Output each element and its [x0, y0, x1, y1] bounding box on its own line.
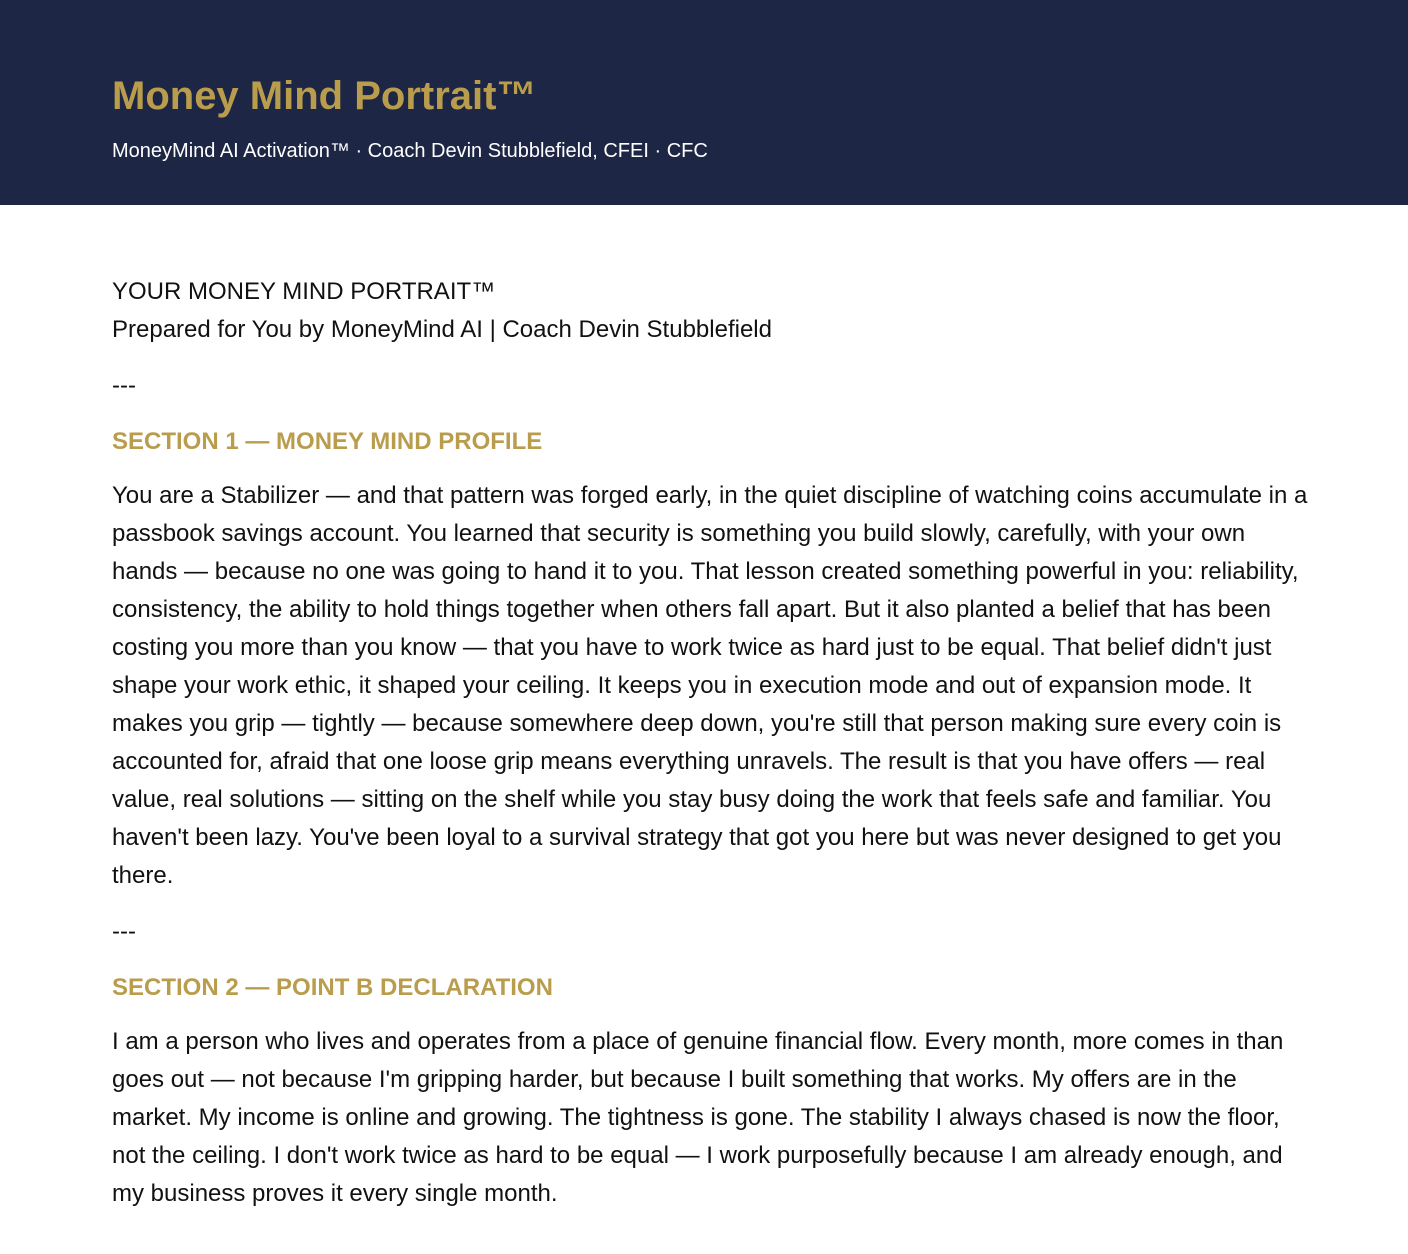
section-2-heading: SECTION 2 — POINT B DECLARATION: [112, 974, 553, 1001]
document-prepared-for: Prepared for You by MoneyMind AI | Coach Devin Stubblefield: [112, 316, 772, 343]
divider: ---: [112, 918, 136, 945]
divider: ---: [112, 372, 136, 399]
section-2-body: I am a person who lives and operates from a place of genuine financial flow. Every month, more comes in than goes out — not because I'm gripping harder, but because I built something that works. My offers are in the market. My income is online and growing. The tightness is gone. The stability I always chased is now the floor, not the ceiling. I don't work twice as hard to be equal — I work purposefully because I am already enough, and my business proves it every single month.: [112, 1028, 1284, 1207]
document-body: [112, 273, 1312, 1231]
document-heading: YOUR MONEY MIND PORTRAIT™: [112, 278, 496, 305]
section-1-heading: SECTION 1 — MONEY MIND PROFILE: [112, 428, 543, 455]
page-title: Money Mind Portrait™: [112, 74, 537, 118]
header-banner: [0, 0, 1408, 205]
page-subtitle: MoneyMind AI Activation™ · Coach Devin Stubblefield, CFEI · CFC: [112, 140, 708, 162]
section-1-body: You are a Stabilizer — and that pattern was forged early, in the quiet discipline of watching coins accumulate in a passbook savings account. You learned that security is something you build slowly, carefully, with your own hands — because no one was going to hand it to you. That lesson created something powerful in you: reliability, consistency, the ability to hold things together when others fall apart. But it also planted a belief that has been costing you more than you know — that you have to work twice as hard just to be equal. That belief didn't just shape your work ethic, it shaped your ceiling. It keeps you in execution mode and out of expansion mode. It makes you grip — tightly — because somewhere deep down, you're still that person making sure every coin is accounted for, afraid that one loose grip means everything unravels. The result is that you have offers — real value, real solutions — sitting on the shelf while you stay busy doing the work that feels safe and familiar. You haven't been lazy. You've been loyal to a survival strategy that got you here but was never designed to get you there.: [112, 482, 1308, 889]
